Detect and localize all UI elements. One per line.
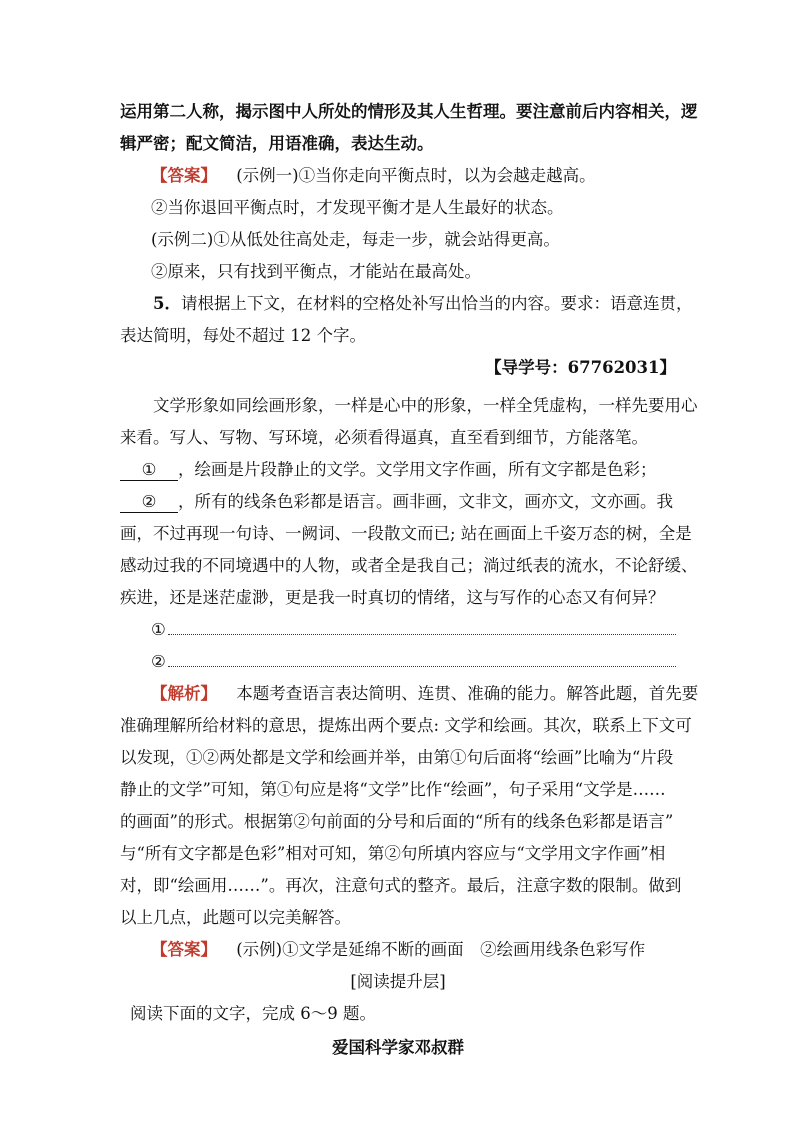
passage-text: ，绘画是片段静止的文学。文学用文字作画，所有文字都是色彩； xyxy=(178,460,657,479)
passage-line: 画，不过再现一句诗、一阙词、一段散文而已; 站在画面上千姿万态的树，全是 xyxy=(120,524,692,543)
analysis-line: 的画面”的形式。根据第②句前面的分号和后面的“所有的线条色彩都是语言” xyxy=(120,812,674,831)
analysis-line: 以上几点，此题可以完美解答。 xyxy=(120,908,351,927)
analysis-line xyxy=(120,678,699,710)
fill-marker: ① xyxy=(151,620,166,639)
analysis-line: 与“所有文字都是色彩”相对可知，第②句所填内容应与“文学用文字作画”相 xyxy=(120,844,666,863)
answer-line xyxy=(120,934,676,966)
question-text: 请根据上下文，在材料的空格处补写出恰当的内容。要求：语意连贯， xyxy=(180,294,693,313)
fill-line-1 xyxy=(120,614,676,646)
answer-text: (示例一)①当你走向平衡点时，以为会越走越高。 xyxy=(236,166,596,185)
blank-1[interactable]: ① xyxy=(120,460,178,481)
article-title: 爱国科学家邓叔群 xyxy=(332,1038,464,1057)
passage-line: 来看。写人、写物、写环境，必须看得逼真，直至看到细节，方能落笔。 xyxy=(120,428,648,447)
text-line: (示例二)①从低处往高处走，每走一步，就会站得更高。 xyxy=(151,230,560,249)
passage-line: 感动过我的不同境遇中的人物，或者全是我自己；淌过纸表的流水，不论舒缓、 xyxy=(120,556,698,575)
analysis-line: 对，即“绘画用……”。再次，注意句式的整齐。最后，注意字数的限制。做到 xyxy=(120,876,682,895)
passage-line xyxy=(120,454,676,486)
text-line: ②当你退回平衡点时，才发现平衡才是人生最好的状态。 xyxy=(151,198,564,217)
passage-line: 疾进，还是迷茫虚渺，更是我一时真切的情绪，这与写作的心态又有何异？ xyxy=(120,588,665,607)
fill-input-1[interactable] xyxy=(168,618,676,635)
analysis-tag: 【解析】 xyxy=(151,684,217,703)
question-line xyxy=(120,288,693,320)
text-line: ②原来，只有找到平衡点，才能站在最高处。 xyxy=(151,262,481,281)
fill-input-2[interactable] xyxy=(168,650,676,667)
answer-tag: 【答案】 xyxy=(151,940,217,959)
answer-text: (示例)①文学是延绵不断的画面 ②绘画用线条色彩写作 xyxy=(236,940,646,959)
analysis-line: 静止的文学”可知，第①句应是将“文学”比作“绘画”，句子采用“文学是…… xyxy=(120,780,666,799)
passage-line: 文学形象如同绘画形象，一样是心中的形象，一样全凭虚构，一样先要用心 xyxy=(153,396,698,415)
analysis-line: 准确理解所给材料的意思，提炼出两个要点: 文学和绘画。其次，联系上下文可 xyxy=(120,716,692,735)
analysis-line: 以发现，①②两处都是文学和绘画并举，由第①句后面将“绘画”比喻为“片段 xyxy=(120,748,674,767)
document-page xyxy=(120,96,699,1064)
guide-number: 【导学号：67762031】 xyxy=(485,358,676,377)
text-line: 辑严密；配文简洁，用语准确，表达生动。 xyxy=(120,134,434,153)
section-heading: [阅读提升层] xyxy=(350,972,446,991)
question-number: 5． xyxy=(153,294,181,313)
fill-marker: ② xyxy=(151,652,166,671)
analysis-text: 本题考查语言表达简明、连贯、准确的能力。解答此题，首先要 xyxy=(236,684,699,703)
passage-text: ，所有的线条色彩都是语言。画非画，文非文，画亦文，文亦画。我 xyxy=(178,492,673,511)
answer-tag: 【答案】 xyxy=(151,166,217,185)
text-line: 运用第二人称，揭示图中人所处的情形及其人生哲理。要注意前后内容相关，逻 xyxy=(120,102,698,121)
reading-intro: 阅读下面的文字，完成 6～9 题。 xyxy=(130,1004,376,1023)
blank-2[interactable]: ② xyxy=(120,492,178,513)
passage-line xyxy=(120,486,676,518)
fill-line-2 xyxy=(120,646,676,678)
answer-line xyxy=(120,160,676,192)
text-line: 表达简明，每处不超过 12 个字。 xyxy=(120,326,366,345)
